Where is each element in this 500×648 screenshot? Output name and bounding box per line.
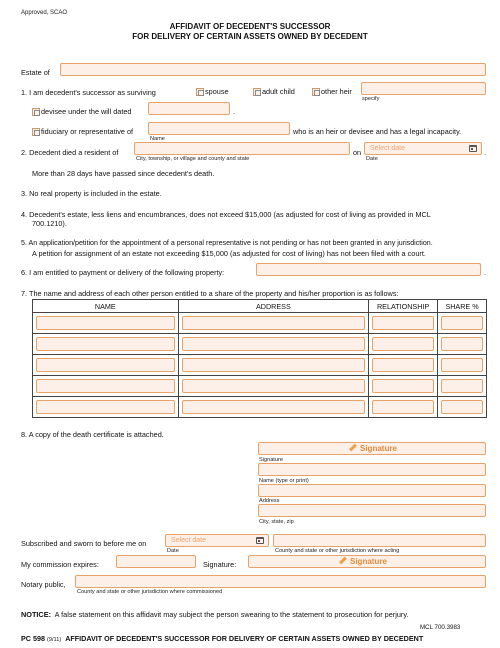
notice-text: A false statement on this affidavit may subject the person swearing to the statement to prosecution for perjury. [54,610,409,619]
date-caption: Date [366,156,378,162]
acting-jurisdiction-caption: County and state or other jurisdiction where acting [275,548,400,554]
city-state-zip-caption: City, state, zip [259,519,294,525]
item5-line1: 5. An application/petition for the appointment of a personal representative is not pending or has not been granted in any jurisdiction. [21,239,433,247]
table-cell-share [438,376,487,397]
name-input[interactable] [36,400,175,414]
table-cell-relationship [369,376,438,397]
fiduciary-tail: who is an heir or devisee and has a legal incapacity. [293,127,462,136]
name-input[interactable] [36,316,175,330]
table-cell-relationship [369,334,438,355]
share-input[interactable] [441,337,483,351]
footer-line [21,634,423,643]
specify-caption: specify [362,96,380,102]
table-row [33,334,487,355]
devisee-checkbox[interactable] [32,108,40,116]
table-row [33,376,487,397]
property-field[interactable] [256,263,481,276]
signature-button[interactable]: Signature [349,444,397,453]
relationship-input[interactable] [372,358,434,372]
period-3: . [484,268,487,277]
share-input[interactable] [441,358,483,372]
city-caption: City, township, or village and county and state [136,156,250,162]
title-line2: FOR DELIVERY OF CERTAIN ASSETS OWNED BY DECEDENT [132,32,368,41]
signature-caption: Signature [259,457,283,463]
approved-label: Approved, SCAO [21,10,68,16]
form-code: PC 598 [21,634,45,643]
sworn-date-placeholder: Select date [171,537,207,544]
item6-text: 6. I am entitled to payment or delivery of the following property: [21,268,225,277]
relationship-input[interactable] [372,379,434,393]
col-share-header: SHARE % [438,300,487,313]
sworn-date-caption: Date [167,548,179,554]
table-header-row [33,300,487,313]
notary-commission-caption: County and state or other jurisdiction where commissioned [77,589,223,595]
notice-bold: NOTICE: [21,610,51,619]
calendar-icon[interactable] [469,145,477,152]
residence-field[interactable] [134,142,350,155]
address-input[interactable] [182,316,366,330]
name-print-caption: Name (type or print) [259,478,309,484]
relationship-input[interactable] [372,400,434,414]
table-cell-name [33,355,179,376]
mcl-ref: MCL 700.3983 [420,624,461,631]
item2-extra: More than 28 days have passed since decedent's death. [32,169,215,178]
other-heir-option[interactable] [312,87,352,96]
adult-child-label: adult child [262,87,295,96]
sworn-date-picker[interactable] [165,534,269,547]
share-input[interactable] [441,400,483,414]
spouse-checkbox[interactable] [196,88,204,96]
table-cell-relationship [369,313,438,334]
table-cell-share [438,334,487,355]
share-input[interactable] [441,316,483,330]
fiduciary-label: fiduciary or representative of [41,127,134,136]
name-caption: Name [150,136,165,142]
notary-commission-field[interactable] [75,575,486,588]
share-input[interactable] [441,379,483,393]
table-row [33,355,487,376]
address-input[interactable] [182,400,366,414]
col-address-header: ADDRESS [178,300,369,313]
table-row [33,397,487,418]
item1-text: 1. I am decedent's successor as surviving [21,88,156,97]
table-cell-address [178,397,369,418]
item3-text: 3. No real property is included in the estate. [21,189,162,198]
other-heir-label: other heir [321,87,352,96]
table-cell-address [178,376,369,397]
table-cell-share [438,313,487,334]
table-cell-address [178,334,369,355]
pen-icon [349,444,357,452]
col-name-header: NAME [33,300,179,313]
relationship-input[interactable] [372,337,434,351]
relationship-input[interactable] [372,316,434,330]
will-date-field[interactable] [148,102,230,115]
address-field[interactable] [258,484,486,497]
commission-expires-field[interactable] [116,555,196,568]
table-row [33,313,487,334]
table-cell-relationship [369,397,438,418]
acting-jurisdiction-field[interactable] [273,534,486,547]
death-date-placeholder: Select date [370,145,406,152]
table-cell-name [33,376,179,397]
item4-line1: 4. Decedent's estate, less liens and encumbrances, does not exceed $15,000 (as adjusted for cost of living as provided in MCL [21,210,431,219]
signature-field[interactable] [258,442,486,455]
table-cell-name [33,397,179,418]
estate-of-label: Estate of [21,68,50,77]
item8-text: 8. A copy of the death certificate is attached. [21,430,164,439]
table-cell-relationship [369,355,438,376]
commission-label: My commission expires: [21,560,99,569]
successor-table [32,299,487,418]
subscribed-label: Subscribed and sworn to before me on [21,539,147,548]
table-cell-share [438,397,487,418]
devisee-option[interactable] [32,107,131,116]
adult-child-option[interactable] [253,87,295,96]
death-date-picker[interactable] [364,142,482,155]
address-input[interactable] [182,379,366,393]
address-caption: Address [259,498,280,504]
calendar-icon[interactable] [256,537,264,544]
col-relationship-header: RELATIONSHIP [369,300,438,313]
notice [21,610,408,619]
footer-title: AFFIDAVIT OF DECEDENT'S SUCCESSOR FOR DELIVERY OF CERTAIN ASSETS OWNED BY DECEDENT [65,634,424,643]
devisee-label: devisee under the will dated [41,107,132,116]
name-input[interactable] [36,358,175,372]
item5-line2: A petition for assignment of an estate not exceeding $15,000 (as adjusted for cost of living) has not been filed with a court. [32,249,426,258]
table-cell-name [33,313,179,334]
fiduciary-checkbox[interactable] [32,128,40,136]
other-heir-checkbox[interactable] [312,88,320,96]
name-input[interactable] [36,337,175,351]
address-input[interactable] [182,358,366,372]
name-input[interactable] [36,379,175,393]
other-heir-specify-field[interactable] [361,82,486,95]
table-cell-share [438,355,487,376]
spouse-label: spouse [205,87,229,96]
notary-signature-field[interactable] [248,555,486,568]
form-date: (9/11) [46,637,62,643]
table-cell-name [33,334,179,355]
pen-icon [339,557,347,565]
notary-signature-button[interactable]: Signature [339,557,387,566]
on-label: on [353,148,362,157]
period-2: . [484,148,487,157]
table-cell-address [178,313,369,334]
item2-text: 2. Decedent died a resident of [21,148,119,157]
adult-child-checkbox[interactable] [253,88,261,96]
fiduciary-name-field[interactable] [148,122,290,135]
item4-line2: 700.1210). [32,219,67,228]
period-1: . [233,107,236,116]
name-print-field[interactable] [258,463,486,476]
notary-public-label: Notary public, [21,580,66,589]
table-cell-address [178,355,369,376]
title-line1: AFFIDAVIT OF DECEDENT'S SUCCESSOR [169,22,331,31]
notary-signature-label: Signature: [203,560,237,569]
item7-text: 7. The name and address of each other person entitled to a share of the property and his/her proportion is as follows: [21,289,399,298]
address-input[interactable] [182,337,366,351]
city-state-zip-field[interactable] [258,504,486,517]
estate-of-field[interactable] [60,63,486,76]
fiduciary-option[interactable] [32,127,133,136]
spouse-option[interactable] [196,87,229,96]
